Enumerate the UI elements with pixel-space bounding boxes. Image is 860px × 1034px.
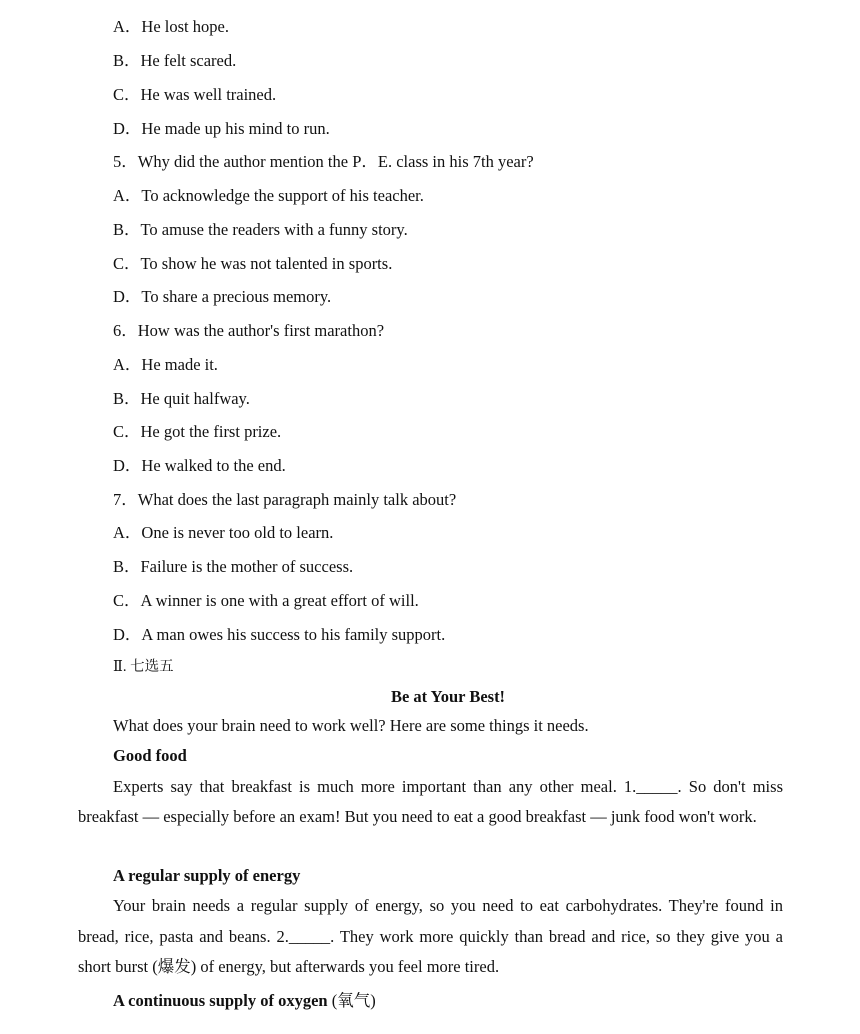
q7-option-d: D．A man owes his success to his family support. <box>113 625 446 644</box>
q5-option-d: D．To share a precious memory. <box>113 287 332 306</box>
q5-option-b: B．To amuse the readers with a funny story. <box>113 220 408 239</box>
q4-option-d: D．He made up his mind to run. <box>113 119 330 138</box>
heading-oxygen-note: (氧气) <box>331 991 376 1010</box>
q5-option-a: A．To acknowledge the support of his teacher. <box>113 186 424 205</box>
heading-oxygen <box>113 991 376 1011</box>
q6-option-b: B．He quit halfway. <box>113 389 250 408</box>
q5-option-c: C．To show he was not talented in sports. <box>113 254 393 273</box>
q5-stem: 5．Why did the author mention the P．E. class in his 7th year? <box>113 152 534 171</box>
q4-option-a: A．He lost hope. <box>113 17 229 36</box>
q6-stem: 6．How was the author's first marathon? <box>113 321 385 340</box>
paragraph-good-food: Experts say that breakfast is much more important than any other meal. 1._____. So don't miss breakfast — especially before an exam! But you need to eat a good breakfast — junk food won't work. <box>78 777 783 826</box>
passage-intro: What does your brain need to work well? Here are some things it needs. <box>113 716 589 735</box>
paragraph-energy: Your brain needs a regular supply of energy, so you need to eat carbohydrates. They're found in bread, rice, pasta and beans. 2._____. They work more quickly than bread and rice, so they give you a short burst (爆发) of energy, but afterwards you feel more tired. <box>78 896 783 976</box>
passage-title: Be at Your Best! <box>390 687 506 706</box>
heading-energy: A regular supply of energy <box>113 866 301 885</box>
q7-option-a: A．One is never too old to learn. <box>113 523 334 542</box>
q6-option-d: D．He walked to the end. <box>113 456 286 475</box>
heading-oxygen-text: A continuous supply of oxygen <box>113 991 328 1010</box>
q4-option-b: B．He felt scared. <box>113 51 237 70</box>
heading-good-food: Good food <box>113 746 187 765</box>
q7-option-b: B．Failure is the mother of success. <box>113 557 354 576</box>
q7-stem: 7．What does the last paragraph mainly talk about? <box>113 490 457 509</box>
section-label: Ⅱ. 七选五 <box>113 659 174 675</box>
q7-option-c: C．A winner is one with a great effort of will. <box>113 591 419 610</box>
q4-option-c: C．He was well trained. <box>113 85 277 104</box>
q6-option-c: C．He got the first prize. <box>113 422 282 441</box>
q6-option-a: A．He made it. <box>113 355 218 374</box>
